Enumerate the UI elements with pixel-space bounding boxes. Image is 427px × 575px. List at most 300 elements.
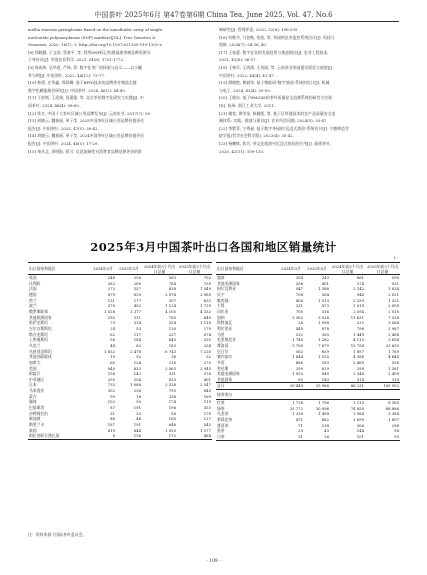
cell-value: 649 (203, 314, 211, 320)
reference-line: [21] 谢宽, 黄翠金, 陈颖熙, 等. 基于区块链技术的农产品质量安全追 (219, 110, 336, 116)
row-label: 阿拉伯联合酋长国 (29, 433, 60, 439)
cell-value: 11 631 (350, 314, 364, 320)
reference-line: 2020, 42(11): 109-110. (219, 148, 265, 154)
row-label: 贝宁 (217, 291, 225, 297)
row-label: 中亚地区 (29, 376, 45, 382)
cell-value: 191 (133, 405, 141, 411)
cell-value: 1 950 (165, 427, 176, 433)
cell-value: 191 (133, 422, 141, 428)
col-2024-q1-total: 2024年前3个月出口总量 (143, 263, 176, 274)
row-label: 乌兹别克斯坦 (29, 348, 52, 354)
table-title: 2025年3月中国茶叶出口各国和地区销量统计 (90, 240, 337, 254)
reference-line: [15] 单从文, 余明阳, 薛可. 自意流畅性对消费者品牌延伸评价的影 (28, 148, 142, 154)
cell-value: 798 (356, 325, 364, 331)
cell-value: 401 (321, 280, 329, 286)
cell-value: 31 (110, 410, 115, 416)
reference-line: [18] 王林军, 王鸿翔, 王茂丽, 等. 云南茶业茶园建设现状与展望[J]. (219, 64, 334, 70)
row-label: 英国 (29, 275, 37, 280)
cell-value: 46 (136, 416, 141, 422)
cell-value: 95 (136, 399, 141, 405)
cell-value: 878 (321, 325, 329, 331)
col-2025-q1-total: 2025年前3个月出口总量 (366, 263, 399, 274)
reference-line: 响研究[J]. 管理评论, 2020, 32(6): 196-205. (219, 27, 299, 32)
cell-value: 838 (168, 286, 176, 292)
cell-value: 8 (112, 433, 115, 439)
cell-value: 299 (295, 365, 303, 371)
cell-value: 36 (171, 354, 176, 360)
row-label: 波兰 (29, 303, 37, 309)
row-label: 突尼斯 (217, 365, 229, 371)
cell-value: 183 (168, 342, 176, 348)
cell-value: 16 (136, 393, 141, 399)
cell-value: 1 699 (353, 417, 364, 423)
cell-value: 2 409 (388, 371, 399, 377)
cell-value: 15 794 (350, 342, 364, 348)
cell-value: 6 363 (388, 400, 399, 406)
cell-value: 946 (356, 291, 364, 297)
cell-value: 2 989 (200, 291, 211, 297)
row-label: 沙特阿拉伯 (29, 410, 48, 416)
reference-line: mellia sinensis germplasms based on the nanofluidic array of single- (28, 27, 164, 32)
cell-value: 156 (107, 371, 115, 377)
row-label: 摩洛哥 (217, 342, 229, 348)
cell-value: 256 (133, 275, 141, 280)
cell-value: 2 478 (130, 348, 141, 354)
row-label: 法国 (29, 286, 37, 292)
cell-value: 784 (168, 280, 176, 286)
row-label: 其他欧洲国家 (29, 314, 52, 320)
cell-value: 74 850 (350, 405, 364, 411)
cell-value: 2 547 (200, 382, 211, 388)
cell-value: 355 (203, 405, 211, 411)
reference-line: [9] 周成伟, 吴华进, 严坤, 等. 数字化茶厂的探索与启示——以小罐 (28, 64, 142, 70)
cell-value: 127 (203, 416, 211, 422)
running-head: 中国茶叶 2025年6月 第47卷第6期 China Tea, June 2025, Vol. 47, No.6 (94, 11, 333, 19)
cell-value: 1 897 (353, 348, 364, 354)
cell-value: 248 (107, 275, 115, 280)
cell-value: 363 (321, 331, 329, 337)
cell-value: 4 388 (353, 354, 364, 360)
reference-line: [8] 郑晓静, 于文涛, 蔡春平, 等. 利用SNP标记构建福建茶树品种资源分 (28, 49, 151, 55)
cell-value: 3 834 (388, 286, 399, 292)
reference-line: 创新, 2024(7): 34-36, 40. (219, 42, 268, 48)
cell-value: 56 (171, 410, 176, 416)
reference-line: 与电子, 2024, 42(4): 55-59. (219, 87, 271, 93)
cell-value: 1 852 (104, 348, 115, 354)
cell-value: 1 449 (353, 331, 364, 337)
cell-value: 302 (107, 388, 115, 394)
cell-value: 1 019 (353, 303, 364, 309)
cell-value: 254 (203, 342, 211, 348)
cell-value: 73 (110, 320, 115, 326)
col-2024-march: 2024年3月 (93, 266, 113, 271)
cell-value: 4 115 (353, 337, 364, 343)
cell-value: 1 807 (388, 417, 399, 423)
row-label: 俄罗斯联邦 (29, 308, 48, 314)
row-label: 吉尔吉斯斯坦 (29, 325, 52, 331)
reference-line: 报告[J]. 中国茶叶, 2025, 47(5): 30-42. (28, 125, 99, 131)
cell-value: 1 088 (130, 382, 141, 388)
cell-value: 292 (107, 314, 115, 320)
cell-value: 532 (295, 331, 303, 337)
cell-value: 879 (107, 291, 115, 297)
cell-value: 662 (321, 417, 329, 423)
cell-value: 1 098 (318, 320, 329, 326)
cell-value: 471 (295, 417, 303, 423)
cell-value: 1 282 (318, 337, 329, 343)
cell-value: 29 449 (289, 383, 303, 389)
row-label: 乍得 (217, 303, 225, 309)
cell-value: 183 (321, 359, 329, 365)
cell-value: 646 (168, 422, 176, 428)
cell-value: 2 594 (353, 308, 364, 314)
row-label: 茉莉花茶 (217, 417, 233, 423)
cell-value: 1 118 (200, 320, 211, 326)
cell-value: 574 (356, 280, 364, 286)
row-label: 绿茶 (217, 405, 225, 411)
category-section-header (216, 390, 400, 400)
cell-value: 1 490 (318, 411, 329, 417)
row-label: 其他苏联联体 (29, 354, 52, 360)
cell-value: 4 105 (165, 308, 176, 314)
cell-value: 563 (168, 275, 176, 280)
row-label: 哈萨克斯坦 (29, 320, 48, 326)
cell-value: 142 (133, 371, 141, 377)
cell-value: 2 468 (388, 331, 399, 337)
row-label: 总计 (217, 383, 225, 389)
cell-value: 296 (391, 422, 399, 428)
cell-value: 1 338 (292, 411, 303, 417)
cell-value: 702 (203, 275, 211, 280)
row-label: 缅甸 (29, 399, 37, 405)
cell-value: 138 (321, 422, 329, 428)
reference-line: nucleotide polymorphisms (SNP) markers[JOL]. Tree Genetics & (28, 34, 156, 40)
cell-value: 2 142 (353, 286, 364, 292)
cell-value: 35 966 (315, 383, 329, 389)
row-label: 日本 (29, 382, 37, 388)
cell-value: 56 (110, 337, 115, 343)
reference-line: [20] 王晓东. 基于WebGIS的茶叶质量安全追溯系统的研究与实现 (219, 95, 333, 101)
row-label: 蒙古 (29, 393, 37, 399)
cell-value: 933 (168, 376, 176, 382)
cell-value: 545 (203, 422, 211, 428)
cell-value: 26 (324, 434, 329, 440)
cell-value: 3 984 (353, 411, 364, 417)
reference-line: [13] 胡晓云, 魏春丽, 单子莹. 2025中国茶叶区域公用品牌价值评估 (28, 118, 145, 124)
row-label: 马里 (217, 331, 225, 337)
cell-value: 839 (133, 291, 141, 297)
cell-value: 95 (110, 393, 115, 399)
cell-value: 88 (110, 416, 115, 422)
cell-value: 227 (168, 331, 176, 337)
row-label: 其他国家 (217, 376, 233, 382)
cell-value: 4 645 (388, 354, 399, 360)
cell-value: 62 (136, 342, 141, 348)
cell-value: 582 (295, 348, 303, 354)
cell-value: 449 (295, 325, 303, 331)
cell-value: 921 (391, 280, 399, 286)
cell-value: 516 (321, 308, 329, 314)
row-label: 比利时 (29, 280, 41, 286)
row-label: 冈比亚 (217, 308, 229, 314)
cell-value: 1 049 (200, 286, 211, 292)
row-label: 越南 (217, 275, 225, 280)
cell-value: 316 (391, 376, 399, 382)
cell-value: 179 (203, 410, 211, 416)
col-2025-march: 2025年3月 (119, 266, 139, 271)
cell-value: 1 388 (318, 286, 329, 292)
cell-value: 886 (295, 359, 303, 365)
cell-value: 179 (203, 325, 211, 331)
cell-value: 299 (356, 365, 364, 371)
cell-value: 354 (168, 320, 176, 326)
reference-line: [D]. 杭州: 浙江工业大学, 2011. (219, 102, 275, 108)
cell-value: 232 (356, 320, 364, 326)
cell-value: 590 (391, 275, 399, 280)
cell-value: 119 (203, 399, 211, 405)
cell-value: 243 (321, 275, 329, 280)
row-label: 阿富汗 (29, 371, 41, 377)
cell-value: 24 (110, 325, 115, 331)
cell-value: 3 694 (388, 337, 399, 343)
col-2024-march: 2024年3月 (281, 266, 301, 271)
cell-value: 7 679 (318, 342, 329, 348)
cell-value: 1 528 (104, 308, 115, 314)
reference-line: [22] 李紫菲, 宁秀福. 基于数字茶园的"沉浸式体验"系统设计[J]. 宁德师范学 (219, 125, 349, 131)
table-row (28, 433, 212, 439)
reference-line: [10] 林勇, 庄华鑫, 郑琼琳. 基于RFID技术的品牌茶业物流全链 (28, 80, 137, 86)
row-label: 尼日尔 (217, 348, 229, 354)
reference-line: 溯体系: 实践、挑战与建议[J]. 农业经济问题, 2024(5): 33-47. (219, 118, 328, 124)
cell-value: 44 (110, 342, 115, 348)
cell-value: 378 (107, 303, 115, 309)
cell-value: 19 (110, 354, 115, 360)
cell-value: 547 (295, 286, 303, 292)
reference-line: [14] 胡晓云, 魏春丽, 单子莹. 2024中国茶叶区域公用品牌价值评估 (28, 133, 145, 139)
row-label: 红茶 (217, 400, 225, 406)
cell-value: 172 (168, 433, 176, 439)
cell-value: 43 (324, 428, 329, 434)
row-label: 其他亚洲国家 (217, 280, 240, 286)
cell-value: 174 (168, 399, 176, 405)
reference-line: 国茶叶, 2024, 46(4): 58-65. (28, 102, 80, 108)
row-label: 多哥 (217, 359, 225, 365)
cell-value: 86 231 (350, 383, 364, 389)
cell-value: 295 (107, 376, 115, 382)
reference-line: 子身份证[J]. 中国农业科学, 2021, 54(8): 1751-1772. (28, 57, 125, 63)
cell-value: 643 (168, 337, 176, 343)
cell-value: 2 987 (388, 325, 399, 331)
cell-value: 32 (136, 354, 141, 360)
cell-value: 674 (203, 331, 211, 337)
cell-value: 311 (133, 314, 141, 320)
cell-value: 29 (298, 428, 303, 434)
cell-value: 2 074 (165, 291, 176, 297)
cell-value: 260 (133, 280, 141, 286)
cell-value: 282 (107, 280, 115, 286)
cell-value: 1 381 (388, 365, 399, 371)
cell-value: 331 (168, 371, 176, 377)
reference-line: [23] 杨鹏辉, 焦巧. 茶文化旅游中沉浸式体验的应用[J]. 福建茶叶, (219, 140, 331, 146)
cell-value: 60 (110, 359, 115, 365)
cell-value: 402 (133, 303, 141, 309)
row-label: 塞内加尔 (217, 354, 233, 360)
row-label: 喀麦隆 (217, 297, 229, 303)
cell-value: 2 015 (388, 308, 399, 314)
reference-line: 2021, 41(6): 36-37. (219, 57, 257, 63)
cell-value: 53 (136, 325, 141, 331)
row-label: 荷兰 (29, 297, 37, 303)
cell-value: 71 (298, 422, 303, 428)
reference-line: Genomes, 2020, 16(1): 3. http://doi.org/10.1007/s11295-019-1392-z. (28, 42, 163, 48)
cell-value: 3 115 (353, 400, 364, 406)
row-label: 美国 (29, 365, 37, 371)
cell-value: 87 (110, 405, 115, 411)
cell-value: 564 (321, 291, 329, 297)
reference-line: 数字化赋能路径研究[J]. 中国茶叶, 2024, 46(2): 44-49. (28, 87, 126, 93)
cell-value: 2 563 (165, 365, 176, 371)
cell-value: 120 (168, 325, 176, 331)
row-label: 德国 (29, 291, 37, 297)
cell-value: 184 (133, 337, 141, 343)
row-label: 新加坡 (29, 416, 41, 422)
cell-value: 556 (391, 359, 399, 365)
cell-value: 231 (295, 303, 303, 309)
row-label: 土库曼斯坦 (29, 337, 48, 343)
cell-value: 840 (203, 388, 211, 394)
row-label: 普洱茶 (217, 422, 229, 428)
cell-value: 1 769 (388, 348, 399, 354)
cell-value: 2 021 (388, 291, 399, 297)
table-row (216, 383, 400, 390)
cell-value: 861 (356, 275, 364, 280)
cell-value: 187 (107, 422, 115, 428)
row-label: 乌龙茶 (217, 411, 229, 417)
cell-value: 143 (321, 376, 329, 382)
cell-value: 2 009 (388, 303, 399, 309)
row-label: 科特迪瓦 (217, 320, 233, 326)
cell-value: 652 (133, 365, 141, 371)
cell-value: 6 743 (165, 348, 176, 354)
cell-value: 26 (298, 320, 303, 326)
cell-value: 95 (394, 434, 399, 440)
cell-value: 88 886 (385, 405, 399, 411)
row-label: 塔吉克斯坦 (29, 331, 48, 337)
cell-value: 1 377 (130, 308, 141, 314)
cell-value: 62 (110, 331, 115, 337)
col-2025-q1-total: 2025年前3个月出口总量 (178, 263, 211, 274)
cell-value: 272 (107, 286, 115, 292)
cell-value: 25 772 (289, 405, 303, 411)
cell-value: 169 (203, 393, 211, 399)
reference-line: [11] 王梓嫣, 王武娟, 田潇俊, 等. 北京茶馆数字化研究与实践[J]. 中 (28, 95, 144, 101)
cell-value: 750 (203, 280, 211, 286)
cell-value: 619 (321, 365, 329, 371)
reference-line: 报告[J]. 中国茶叶, 2024, 46(5): 17-29. (28, 140, 99, 146)
table-row (216, 434, 400, 440)
cell-value: 7 220 (200, 348, 211, 354)
cell-value: 1 055 (292, 371, 303, 377)
cell-value: 2 339 (353, 297, 364, 303)
cell-value: 397 (168, 297, 176, 303)
cell-value: 101 (356, 434, 364, 440)
reference-line: 中国茶叶, 2022, 44(4): 41-47. (219, 72, 275, 78)
cell-value: 733 (107, 382, 115, 388)
cell-value: 795 (168, 388, 176, 394)
reference-line: [12] 佚名. 中国十大茶叶区域公用品牌发布[J]. 云南农业, 2017(7): 95. (28, 110, 152, 116)
cell-value: 31 (298, 434, 303, 440)
cell-value: 335 (203, 337, 211, 343)
cell-value: 275 (203, 359, 211, 365)
col-country: 出口国家和地区 (217, 266, 244, 271)
cell-value: 644 (133, 427, 141, 433)
page-number: · 109 · (206, 559, 221, 564)
cell-value: 144 (356, 428, 364, 434)
cell-value: 7 528 (388, 314, 399, 320)
cell-value: 1 525 (318, 354, 329, 360)
cell-value: 376 (203, 371, 211, 377)
cell-value: 23 633 (385, 342, 399, 348)
cell-value: 102 (107, 399, 115, 405)
cell-value: 1 521 (388, 297, 399, 303)
cell-value: 354 (295, 275, 303, 280)
cell-value: 3 028 (318, 314, 329, 320)
cell-value: 98 (394, 428, 399, 434)
reference-line: 院学报(哲学社会科学版), 2023(4): 35-42. (219, 133, 294, 139)
cell-value: 338 (168, 393, 176, 399)
reference-line: [19] 谭晓艳, 黄斌荣. 基于物联网"数字茶园"系统的设计[J]. 机械 (219, 80, 330, 86)
cell-value: 30 996 (315, 405, 329, 411)
cell-value: 840 (321, 371, 329, 377)
cell-value: 2 346 (353, 371, 364, 377)
row-label: 其他非洲国家 (217, 371, 240, 377)
cell-value: 859 (321, 348, 329, 354)
col-2024-q1-total: 2024年前3个月出口总量 (331, 263, 364, 274)
cell-value: 940 (107, 365, 115, 371)
cell-value: 1 739 (200, 303, 211, 309)
cell-value: 160 (168, 416, 176, 422)
cell-value: 177 (133, 297, 141, 303)
cell-value: 873 (321, 303, 329, 309)
cell-value: 2 943 (200, 365, 211, 371)
cell-value: 216 (168, 359, 176, 365)
export-table-right (216, 262, 400, 441)
category-header-label: 按茶类分 (217, 392, 233, 398)
row-label: 毛里塔尼亚 (217, 337, 236, 343)
cell-value: 254 (133, 376, 141, 382)
reference-line: 茶为例[J]. 中国茶叶, 2022, 44(12): 73-77. (28, 72, 106, 78)
cell-value: 1 013 (318, 297, 329, 303)
cell-value: 464 (203, 433, 211, 439)
reference-line: [17] 王家蕾. 数字农业的发展趋势与推进路径[J]. 农业工程技术, (219, 49, 329, 55)
cell-value: 4 332 (200, 308, 211, 314)
row-label: 加纳 (217, 314, 225, 320)
cell-value: 408 (295, 297, 303, 303)
cell-value: 705 (295, 308, 303, 314)
cell-value: 131 (107, 297, 115, 303)
row-label: 乌克兰 (29, 342, 41, 348)
cell-value: 238 (133, 388, 141, 394)
source-note: 注：资料来源于国际茶叶委员会。 (28, 532, 87, 537)
cell-value: 306 (356, 422, 364, 428)
cell-value: 117 (133, 331, 141, 337)
row-label: 斯里兰卡 (29, 422, 45, 428)
row-label: 泰国 (29, 427, 37, 433)
cell-value: 1 124 (165, 303, 176, 309)
cell-value: 1 644 (292, 354, 303, 360)
cell-value: 632 (203, 297, 211, 303)
cell-value: 3 064 (388, 320, 399, 326)
